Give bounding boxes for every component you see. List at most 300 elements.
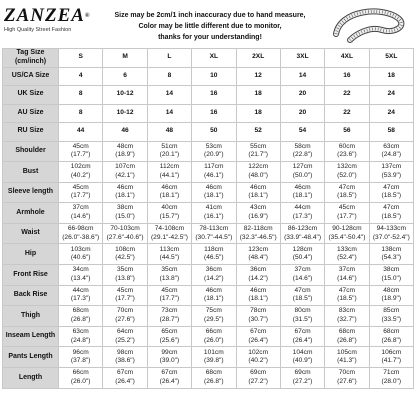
size-cell: 8 xyxy=(147,67,191,86)
measurement-cell xyxy=(280,368,324,389)
measurement-cell xyxy=(103,182,147,203)
inch-value: (16.9") xyxy=(248,213,268,221)
inch-value: (53.9") xyxy=(381,171,402,179)
cm-value: 102cm xyxy=(70,163,91,171)
cm-value: 46cm xyxy=(161,183,178,191)
size-cell: 24 xyxy=(369,86,413,105)
cm-value: 37cm xyxy=(338,266,355,274)
size-cell: 16 xyxy=(192,104,236,123)
size-cell: 22 xyxy=(325,86,369,105)
cm-value: 35cm xyxy=(161,266,178,274)
measurement-cell xyxy=(192,182,236,203)
inch-value: (18.5") xyxy=(381,192,402,200)
inch-value: (35.4"-50.4") xyxy=(328,233,366,241)
measurement-cell xyxy=(325,141,369,162)
inch-value: (48.4") xyxy=(248,254,268,262)
cm-value: 94-133cm xyxy=(376,225,406,233)
measurement-cell xyxy=(192,223,236,244)
measurement-cell xyxy=(369,244,413,265)
cm-value: 82-118cm xyxy=(243,225,273,233)
size-cell: XL xyxy=(192,49,236,68)
measurement-cell xyxy=(103,368,147,389)
row-header: Armhole xyxy=(3,203,59,224)
measurement-cell xyxy=(192,203,236,224)
measurement-row xyxy=(3,223,414,244)
inch-value: (33.5") xyxy=(381,316,402,324)
inch-value: (39.8") xyxy=(204,357,224,365)
measurement-cell xyxy=(147,306,191,327)
cm-value: 45cm xyxy=(72,142,89,150)
measurement-rows xyxy=(3,141,414,388)
measurement-cell xyxy=(369,306,413,327)
measurement-cell xyxy=(103,244,147,265)
size-row xyxy=(3,49,414,68)
cm-value: 67cm xyxy=(250,328,267,336)
measurement-cell xyxy=(369,265,413,286)
measurement-cell xyxy=(369,162,413,183)
inch-value: (27.6"-40.6") xyxy=(106,233,144,241)
inch-value: (48.0") xyxy=(248,171,268,179)
cm-value: 117cm xyxy=(204,163,224,171)
measurement-cell xyxy=(192,347,236,368)
measurement-cell xyxy=(325,306,369,327)
inch-value: (14.2") xyxy=(248,274,268,282)
size-cell: 24 xyxy=(369,104,413,123)
size-cell: 6 xyxy=(103,67,147,86)
inch-value: (26.8") xyxy=(337,336,357,344)
measurement-cell xyxy=(103,347,147,368)
measurement-cell xyxy=(369,182,413,203)
size-cell: 8 xyxy=(59,86,103,105)
measurement-cell xyxy=(236,223,280,244)
inch-value: (18.1") xyxy=(292,192,313,200)
measurement-cell xyxy=(236,182,280,203)
size-cell: 2XL xyxy=(236,49,280,68)
cm-value: 46cm xyxy=(205,286,222,294)
size-cell: L xyxy=(147,49,191,68)
inch-value: (18.1") xyxy=(115,192,135,200)
measurement-cell xyxy=(369,368,413,389)
cm-value: 46cm xyxy=(250,286,267,294)
measurement-cell xyxy=(280,182,324,203)
size-cell: 18 xyxy=(369,67,413,86)
cm-value: 47cm xyxy=(383,204,400,212)
cm-value: 34cm xyxy=(72,266,89,274)
measurement-cell xyxy=(280,223,324,244)
inch-value: (50.4") xyxy=(292,254,313,262)
inch-value: (17.3") xyxy=(70,295,91,303)
measurement-cell xyxy=(59,223,103,244)
cm-value: 46cm xyxy=(250,183,267,191)
row-header: Tag Size (cm/inch) xyxy=(3,49,59,68)
cm-value: 83cm xyxy=(338,307,355,315)
inch-value: (26.4") xyxy=(115,377,135,385)
measurement-cell xyxy=(325,162,369,183)
inch-value: (26.0") xyxy=(204,336,224,344)
inch-value: (20.1") xyxy=(159,151,180,159)
cm-value: 51cm xyxy=(161,142,178,150)
row-header: RU Size xyxy=(3,123,59,142)
measurement-cell xyxy=(369,203,413,224)
inch-value: (18.5") xyxy=(292,295,313,303)
inch-value: (46.1") xyxy=(204,171,224,179)
measurement-cell xyxy=(147,368,191,389)
cm-value: 75cm xyxy=(205,307,222,315)
inch-value: (27.2") xyxy=(292,377,313,385)
cm-value: 58cm xyxy=(294,142,311,150)
inch-value: (41.3") xyxy=(337,357,357,365)
inch-value: (14.2") xyxy=(204,274,224,282)
cm-value: 70cm xyxy=(117,307,134,315)
measurement-cell xyxy=(325,223,369,244)
row-header: Thigh xyxy=(3,306,59,327)
inch-value: (18.9") xyxy=(381,295,402,303)
cm-value: 127cm xyxy=(292,163,313,171)
cm-value: 71cm xyxy=(383,369,400,377)
measurement-cell xyxy=(59,141,103,162)
cm-value: 73cm xyxy=(161,307,178,315)
cm-value: 67cm xyxy=(117,369,134,377)
inch-value: (42.5") xyxy=(115,254,135,262)
size-cell: 50 xyxy=(192,123,236,142)
inch-value: (46.5") xyxy=(204,254,224,262)
cm-value: 137cm xyxy=(381,163,402,171)
inch-value: (37.0"-52.4") xyxy=(372,233,410,241)
measurement-cell xyxy=(280,162,324,183)
cm-value: 86-123cm xyxy=(287,225,318,233)
measurement-cell xyxy=(369,141,413,162)
inch-value: (14.6") xyxy=(70,213,91,221)
measurement-cell xyxy=(59,285,103,306)
size-cell: 14 xyxy=(147,86,191,105)
inch-value: (29.5") xyxy=(204,316,224,324)
cm-value: 90-128cm xyxy=(332,225,362,233)
measurement-cell xyxy=(280,285,324,306)
inch-value: (32.7") xyxy=(337,316,357,324)
cm-value: 48cm xyxy=(117,142,134,150)
inch-value: (18.1") xyxy=(204,295,224,303)
inch-value: (18.5") xyxy=(337,192,357,200)
size-cell: 56 xyxy=(325,123,369,142)
measurement-cell xyxy=(325,244,369,265)
measurement-cell xyxy=(147,285,191,306)
inch-value: (17.7") xyxy=(337,213,357,221)
measurement-cell xyxy=(103,285,147,306)
inch-value: (17.3") xyxy=(292,213,313,221)
inch-value: (18.1") xyxy=(248,192,268,200)
cm-value: 69cm xyxy=(294,369,311,377)
size-cell: 12 xyxy=(236,67,280,86)
inch-value: (40.2") xyxy=(248,357,268,365)
cm-value: 44cm xyxy=(294,204,311,212)
inch-value: (44.5") xyxy=(159,254,180,262)
size-cell: 18 xyxy=(236,86,280,105)
cm-value: 66-98cm xyxy=(67,225,94,233)
cm-value: 65cm xyxy=(161,328,178,336)
measurement-cell xyxy=(59,203,103,224)
inch-value: (27.6") xyxy=(115,316,135,324)
row-header: Bust xyxy=(3,162,59,183)
measurement-row xyxy=(3,203,414,224)
inch-value: (26.0") xyxy=(70,377,91,385)
measurement-row xyxy=(3,306,414,327)
measurement-cell xyxy=(369,347,413,368)
row-header: Hip xyxy=(3,244,59,265)
size-cell: 4XL xyxy=(325,49,369,68)
measurement-cell xyxy=(280,347,324,368)
inch-value: (29.1"-42.5") xyxy=(150,233,188,241)
row-header: Sleeve length xyxy=(3,182,59,203)
cm-value: 36cm xyxy=(250,266,267,274)
size-rows xyxy=(3,49,414,142)
measurement-cell xyxy=(280,326,324,347)
measurement-cell xyxy=(192,244,236,265)
size-cell: 3XL xyxy=(280,49,324,68)
size-cell: 16 xyxy=(192,86,236,105)
size-cell: 10-12 xyxy=(103,86,147,105)
size-row xyxy=(3,123,414,142)
cm-value: 108cm xyxy=(115,245,135,253)
measurement-cell xyxy=(369,326,413,347)
cm-value: 43cm xyxy=(250,204,267,212)
inch-value: (18.5") xyxy=(337,295,357,303)
cm-value: 68cm xyxy=(205,369,222,377)
measurement-cell xyxy=(59,326,103,347)
inch-value: (13.8") xyxy=(115,274,135,282)
measurement-cell xyxy=(147,223,191,244)
measurement-cell xyxy=(325,203,369,224)
inch-value: (13.8") xyxy=(159,274,180,282)
inch-value: (13.4") xyxy=(70,274,91,282)
cm-value: 74-108cm xyxy=(154,225,185,233)
cm-value: 102cm xyxy=(248,348,269,356)
cm-value: 68cm xyxy=(72,307,89,315)
size-cell: 20 xyxy=(280,104,324,123)
inch-value: (15.0") xyxy=(381,274,402,282)
cm-value: 132cm xyxy=(337,163,357,171)
cm-value: 48cm xyxy=(383,286,400,294)
inch-value: (15.0") xyxy=(115,213,135,221)
cm-value: 36cm xyxy=(205,266,222,274)
measurement-cell xyxy=(192,141,236,162)
row-header: Shoulder xyxy=(3,141,59,162)
cm-value: 106cm xyxy=(381,348,402,356)
size-cell: 18 xyxy=(236,104,280,123)
cm-value: 78-113cm xyxy=(199,225,229,233)
measurement-cell xyxy=(103,203,147,224)
notice-line-1: Size may be 2cm/1 inch inaccuracy due to hand measure, xyxy=(114,12,306,19)
cm-value: 64cm xyxy=(117,328,134,336)
cm-value: 53cm xyxy=(205,142,222,150)
measurement-row xyxy=(3,326,414,347)
cm-value: 46cm xyxy=(117,183,134,191)
measurement-cell xyxy=(325,326,369,347)
inch-value: (40.2") xyxy=(70,171,91,179)
cm-value: 105cm xyxy=(337,348,357,356)
measurement-cell xyxy=(280,265,324,286)
size-cell: 4 xyxy=(59,67,103,86)
inch-value: (14.6") xyxy=(337,274,357,282)
cm-value: 98cm xyxy=(117,348,134,356)
measurement-cell xyxy=(236,368,280,389)
cm-value: 60cm xyxy=(338,142,355,150)
inch-value: (26.8") xyxy=(70,316,91,324)
inch-value: (26.4") xyxy=(292,336,313,344)
measurement-row xyxy=(3,182,414,203)
inch-value: (26.4") xyxy=(248,336,268,344)
measurement-cell xyxy=(192,306,236,327)
brand-tagline: High Quality Street Fashion xyxy=(4,27,72,33)
size-cell: 54 xyxy=(280,123,324,142)
measurement-cell xyxy=(59,182,103,203)
brand-name: ZANZEA xyxy=(4,5,85,26)
cm-value: 63cm xyxy=(72,328,89,336)
size-cell: 16 xyxy=(325,67,369,86)
size-chart-table xyxy=(2,48,414,389)
measurement-cell xyxy=(280,141,324,162)
cm-value: 45cm xyxy=(338,204,355,212)
inch-value: (18.1") xyxy=(204,192,224,200)
inch-value: (27.2") xyxy=(248,377,268,385)
measurement-cell xyxy=(147,347,191,368)
inch-value: (16.1") xyxy=(204,213,224,221)
inch-value: (31.5") xyxy=(292,316,313,324)
cm-value: 35cm xyxy=(117,266,134,274)
cm-value: 122cm xyxy=(248,163,269,171)
measurement-cell xyxy=(147,182,191,203)
cm-value: 68cm xyxy=(338,328,355,336)
inch-value: (21.7") xyxy=(248,151,268,159)
inch-value: (17.7") xyxy=(70,151,91,159)
inch-value: (30.7") xyxy=(248,316,268,324)
measurement-cell xyxy=(192,162,236,183)
inch-value: (18.9") xyxy=(115,151,135,159)
inch-value: (40.6") xyxy=(70,254,91,262)
size-cell: 5XL xyxy=(369,49,413,68)
cm-value: 45cm xyxy=(72,183,89,191)
cm-value: 37cm xyxy=(72,204,89,212)
cm-value: 67cm xyxy=(294,328,311,336)
row-header: Back Rise xyxy=(3,285,59,306)
cm-value: 133cm xyxy=(337,245,357,253)
cm-value: 118cm xyxy=(204,245,224,253)
measurement-cell xyxy=(280,203,324,224)
inch-value: (22.8") xyxy=(292,151,313,159)
inch-value: (44.1") xyxy=(159,171,180,179)
inch-value: (30.7"-44.5") xyxy=(195,233,233,241)
size-cell: 44 xyxy=(59,123,103,142)
inch-value: (26.0"-38.6") xyxy=(62,233,100,241)
inch-value: (27.6") xyxy=(337,377,357,385)
cm-value: 104cm xyxy=(292,348,313,356)
measurement-cell xyxy=(325,368,369,389)
size-cell: 48 xyxy=(147,123,191,142)
size-cell: 8 xyxy=(59,104,103,123)
inch-value: (17.7") xyxy=(115,295,135,303)
size-cell: 46 xyxy=(103,123,147,142)
cm-value: 138cm xyxy=(381,245,402,253)
measurement-cell xyxy=(192,368,236,389)
size-cell: 10 xyxy=(192,67,236,86)
measurement-cell xyxy=(59,368,103,389)
measurement-cell xyxy=(236,265,280,286)
inch-value: (50.0") xyxy=(292,171,313,179)
measurement-row xyxy=(3,244,414,265)
measurement-cell xyxy=(236,285,280,306)
cm-value: 41cm xyxy=(205,204,222,212)
inch-value: (18.1") xyxy=(159,192,180,200)
measurement-cell xyxy=(147,141,191,162)
measurement-row xyxy=(3,285,414,306)
row-header: Inseam Length xyxy=(3,326,59,347)
inch-value: (18.1") xyxy=(248,295,268,303)
cm-value: 37cm xyxy=(294,266,311,274)
cm-value: 47cm xyxy=(338,286,355,294)
inch-value: (17.7") xyxy=(159,295,180,303)
size-cell: 58 xyxy=(369,123,413,142)
cm-value: 46cm xyxy=(294,183,311,191)
inch-value: (41.7") xyxy=(381,357,402,365)
measurement-cell xyxy=(236,244,280,265)
cm-value: 63cm xyxy=(383,142,400,150)
measurement-cell xyxy=(236,203,280,224)
measurement-cell xyxy=(236,347,280,368)
cm-value: 38cm xyxy=(383,266,400,274)
cm-value: 45cm xyxy=(117,286,134,294)
measurement-cell xyxy=(147,326,191,347)
size-cell: S xyxy=(59,49,103,68)
row-header: AU Size xyxy=(3,104,59,123)
measurement-cell xyxy=(325,285,369,306)
cm-value: 67cm xyxy=(161,369,178,377)
inch-value: (26.8") xyxy=(381,336,402,344)
cm-value: 66cm xyxy=(205,328,222,336)
measurement-row xyxy=(3,162,414,183)
notice-line-3: thanks for your understanding! xyxy=(158,34,262,41)
measurement-row xyxy=(3,141,414,162)
inch-value: (33.9"-48.4") xyxy=(284,233,322,241)
inch-value: (20.9") xyxy=(204,151,224,159)
cm-value: 128cm xyxy=(292,245,313,253)
measurement-cell xyxy=(59,244,103,265)
measurement-cell xyxy=(325,347,369,368)
size-cell: M xyxy=(103,49,147,68)
cm-value: 101cm xyxy=(203,348,224,356)
cm-value: 55cm xyxy=(250,142,267,150)
inch-value: (25.6") xyxy=(159,336,180,344)
cm-value: 112cm xyxy=(159,163,180,171)
cm-value: 78cm xyxy=(250,307,267,315)
measurement-cell xyxy=(59,265,103,286)
cm-value: 70cm xyxy=(338,369,355,377)
row-header: US/CA Size xyxy=(3,67,59,86)
row-header: Front Rise xyxy=(3,265,59,286)
row-header: Waist xyxy=(3,223,59,244)
measurement-cell xyxy=(147,265,191,286)
cm-value: 68cm xyxy=(383,328,400,336)
size-cell: 10-12 xyxy=(103,104,147,123)
inch-value: (23.6") xyxy=(337,151,357,159)
cm-value: 44cm xyxy=(72,286,89,294)
cm-value: 47cm xyxy=(338,183,355,191)
cm-value: 45cm xyxy=(161,286,178,294)
inch-value: (32.3"-46.5") xyxy=(239,233,277,241)
measurement-cell xyxy=(59,347,103,368)
cm-value: 103cm xyxy=(70,245,91,253)
inch-value: (24.8") xyxy=(381,151,402,159)
inch-value: (40.9") xyxy=(292,357,313,365)
measurement-cell xyxy=(192,326,236,347)
